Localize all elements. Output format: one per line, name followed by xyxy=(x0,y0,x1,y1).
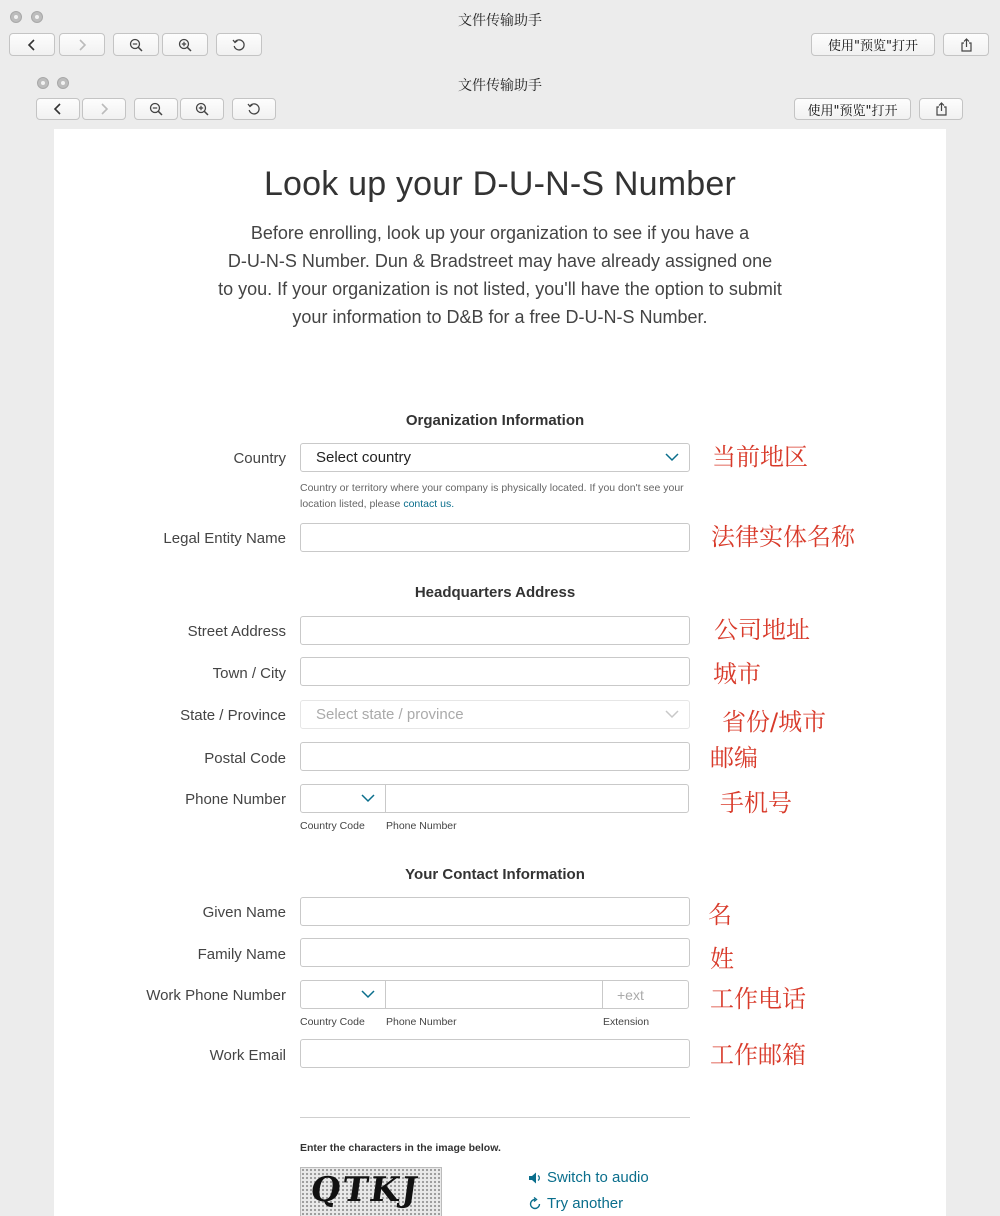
chevron-down-icon xyxy=(665,709,679,719)
page-title: Look up your D-U-N-S Number xyxy=(263,165,737,203)
switch-to-audio-label: Switch to audio xyxy=(547,1169,649,1186)
annotation-work-phone: 工作电话 xyxy=(710,985,806,1013)
rotate-icon xyxy=(247,102,261,116)
intro-line: your information to D&B for a free D-U-N-S Number. xyxy=(292,307,708,327)
section-title-organization: Organization Information xyxy=(405,412,585,429)
phone-country-code-caption: Country Code xyxy=(300,820,365,832)
country-label: Country xyxy=(233,450,286,467)
phone-number-label: Phone Number xyxy=(185,791,286,808)
zoom-out-icon xyxy=(149,102,163,116)
duns-lookup-page xyxy=(54,129,946,1216)
rotate-button[interactable] xyxy=(216,33,262,56)
chevron-right-icon xyxy=(77,39,87,51)
intro-line: Before enrolling, look up your organization to see if you have a xyxy=(250,223,750,243)
form-divider xyxy=(300,1117,690,1118)
inner-window-title: 文件传输助手 xyxy=(458,78,542,94)
state-province-placeholder: Select state / province xyxy=(316,706,464,723)
work-phone-country-code-select[interactable] xyxy=(300,980,386,1009)
section-title-contact: Your Contact Information xyxy=(405,866,585,883)
zoom-out-icon xyxy=(129,38,143,52)
annotation-given-name: 名 xyxy=(708,901,732,929)
switch-to-audio-link[interactable] xyxy=(528,1169,649,1186)
extension-placeholder: +ext xyxy=(617,986,644,1003)
try-another-label: Try another xyxy=(547,1195,624,1212)
captcha-image xyxy=(300,1167,442,1216)
annotation-work-email: 工作邮箱 xyxy=(710,1041,806,1069)
try-another-link[interactable] xyxy=(528,1195,623,1212)
zoom-in-icon xyxy=(195,102,209,116)
work-email-label: Work Email xyxy=(209,1047,286,1064)
family-name-label: Family Name xyxy=(197,946,286,963)
work-phone-extension-input[interactable] xyxy=(602,980,689,1009)
phone-country-code-select[interactable] xyxy=(300,784,386,813)
inner-zoom-out-button[interactable] xyxy=(134,98,178,120)
state-province-label: State / Province xyxy=(180,707,286,724)
zoom-in-button[interactable] xyxy=(162,33,208,56)
share-icon xyxy=(935,102,948,116)
work-phone-number-caption: Phone Number xyxy=(386,1016,457,1028)
country-select-value: Select country xyxy=(316,449,412,466)
given-name-label: Given Name xyxy=(202,904,286,921)
chevron-down-icon xyxy=(361,793,375,803)
zoom-in-icon xyxy=(178,38,192,52)
zoom-out-button[interactable] xyxy=(113,33,159,56)
country-help-message: Country or territory where your company is physically located. If you don't see your location listed, please xyxy=(300,482,684,510)
given-name-input[interactable] xyxy=(300,897,690,926)
inner-forward-button[interactable] xyxy=(82,98,126,120)
annotation-street: 公司地址 xyxy=(714,616,810,644)
annotation-family-name: 姓 xyxy=(710,945,734,973)
town-city-input[interactable] xyxy=(300,657,690,686)
captcha-instruction: Enter the characters in the image below. xyxy=(300,1142,501,1154)
legal-entity-input[interactable] xyxy=(300,523,690,552)
work-email-input[interactable] xyxy=(300,1039,690,1068)
captcha-characters: QTKJ xyxy=(308,1170,423,1210)
chevron-right-icon xyxy=(99,103,109,115)
state-province-select[interactable] xyxy=(300,700,690,729)
postal-code-label: Postal Code xyxy=(204,750,286,767)
inner-open-in-preview-button[interactable]: 使用"预览"打开 xyxy=(794,98,911,120)
rotate-icon xyxy=(232,38,246,52)
share-button[interactable] xyxy=(943,33,989,56)
phone-number-input[interactable] xyxy=(385,784,689,813)
forward-button[interactable] xyxy=(59,33,105,56)
work-phone-extension-caption: Extension xyxy=(603,1016,650,1028)
inner-back-button[interactable] xyxy=(36,98,80,120)
outer-window-title: 文件传输助手 xyxy=(458,13,542,29)
intro-text xyxy=(194,219,806,331)
chevron-down-icon xyxy=(665,452,679,462)
country-select[interactable] xyxy=(300,443,690,472)
annotation-legal-entity: 法律实体名称 xyxy=(711,523,855,551)
family-name-input[interactable] xyxy=(300,938,690,967)
outer-window-toolbar xyxy=(0,0,1000,62)
chevron-left-icon xyxy=(53,103,63,115)
legal-entity-label: Legal Entity Name xyxy=(163,530,286,547)
annotation-phone: 手机号 xyxy=(720,789,792,817)
town-city-label: Town / City xyxy=(212,665,286,682)
inner-rotate-button[interactable] xyxy=(232,98,276,120)
annotation-postal: 邮编 xyxy=(710,744,758,772)
share-icon xyxy=(960,38,973,52)
section-title-headquarters: Headquarters Address xyxy=(414,584,576,601)
inner-share-button[interactable] xyxy=(919,98,963,120)
country-help-text xyxy=(300,480,690,512)
annotation-city: 城市 xyxy=(713,660,761,688)
contact-us-link[interactable]: contact us. xyxy=(403,498,455,510)
street-address-label: Street Address xyxy=(187,623,286,640)
refresh-icon xyxy=(528,1197,542,1211)
postal-code-input[interactable] xyxy=(300,742,690,771)
work-phone-country-code-caption: Country Code xyxy=(300,1016,365,1028)
speaker-icon xyxy=(528,1171,542,1185)
chevron-down-icon xyxy=(361,989,375,999)
inner-window-toolbar xyxy=(0,62,1000,128)
phone-number-caption: Phone Number xyxy=(386,820,457,832)
back-button[interactable] xyxy=(9,33,55,56)
open-in-preview-button[interactable]: 使用"预览"打开 xyxy=(811,33,935,56)
intro-line: D-U-N-S Number. Dun & Bradstreet may have already assigned one xyxy=(227,251,773,271)
work-phone-label: Work Phone Number xyxy=(146,987,286,1004)
work-phone-number-input[interactable] xyxy=(385,980,603,1009)
chevron-left-icon xyxy=(27,39,37,51)
intro-line: to you. If your organization is not listed, you'll have the option to submit xyxy=(218,279,782,299)
annotation-country: 当前地区 xyxy=(712,443,808,471)
inner-zoom-in-button[interactable] xyxy=(180,98,224,120)
annotation-state: 省份/城市 xyxy=(722,708,827,736)
street-address-input[interactable] xyxy=(300,616,690,645)
